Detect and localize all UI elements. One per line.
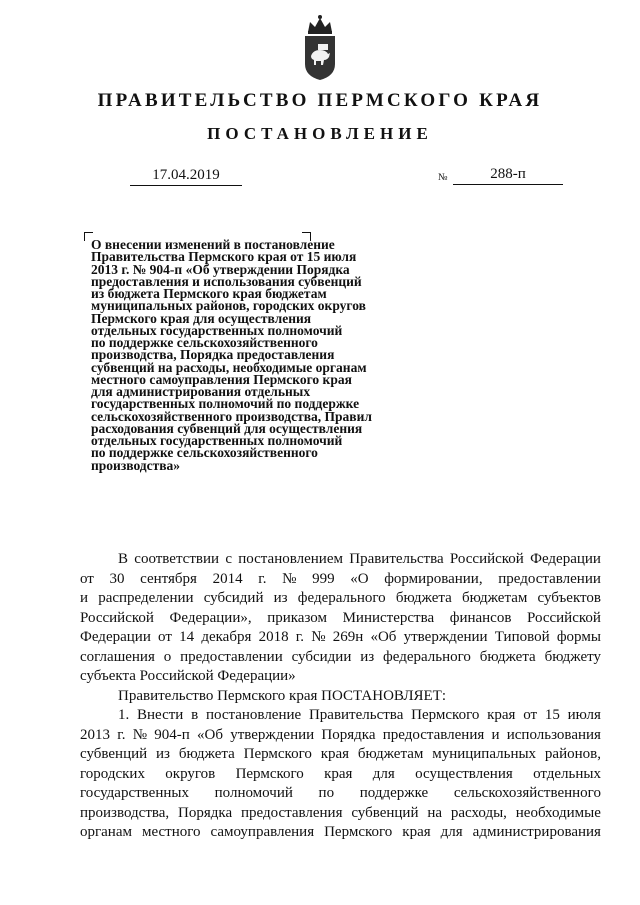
body-word: муниципальных: [432, 746, 537, 762]
subject-line: Пермского края для осуществления: [91, 310, 312, 326]
document-type: ПОСТАНОВЛЕНИЕ: [207, 124, 433, 143]
body-word: соответствии: [134, 551, 220, 567]
subject-line: производства, Порядка предоставления: [91, 347, 335, 363]
body-line: [80, 589, 601, 609]
body-word: расходы,: [450, 804, 507, 821]
body-word: от: [80, 570, 94, 587]
body-line: [80, 648, 601, 668]
body-line: [80, 706, 601, 726]
body-word: осуществления: [415, 765, 513, 782]
subject-line: местного самоуправления Пермского края: [91, 371, 352, 387]
body-word: с: [225, 551, 232, 567]
body-word: Типовой: [494, 629, 550, 645]
body-word: районов,: [544, 746, 601, 762]
body-line: [80, 745, 601, 765]
body-word: приказом: [267, 609, 328, 626]
government-title: ПРАВИТЕЛЬСТВО ПЕРМСКОГО КРАЯ: [97, 90, 543, 111]
body-word: Правительства: [349, 551, 444, 567]
body-word: бюджета: [479, 648, 536, 665]
body-word: Пермского: [235, 765, 304, 782]
body-word: Внести: [137, 707, 184, 723]
body-word: Пермского: [411, 707, 480, 723]
body-word: производства,: [80, 804, 170, 821]
body-line: [80, 628, 601, 648]
body-word: «Об: [370, 629, 397, 645]
body-word: федерального: [297, 590, 386, 606]
body-word: Порядка: [321, 726, 376, 743]
body-word: из: [156, 746, 170, 762]
body-word: бюджету: [544, 648, 601, 665]
body-word: предоставлении: [498, 570, 601, 587]
subject-line: по поддержке сельскохозяйственного: [91, 335, 318, 350]
body-word: 2014: [212, 570, 243, 587]
document-date: 17.04.2019: [130, 167, 242, 186]
body-word: г.: [295, 629, 304, 645]
body-word: округов: [165, 765, 216, 782]
subject-line: субвенций на расходы, необходимые органам: [91, 359, 367, 375]
body-word: субсидии: [291, 648, 352, 665]
body-word: утверждении: [230, 726, 315, 743]
body-word: администрирования: [472, 824, 601, 840]
subject-line: по поддержке сельскохозяйственного: [91, 445, 318, 461]
subject-line: производства»: [91, 457, 181, 473]
body-word: Правительства: [308, 707, 404, 723]
body-word: края: [324, 765, 353, 782]
body-word: сентября: [140, 570, 197, 587]
body-word: «О: [350, 570, 369, 587]
body-word: полномочий: [214, 785, 293, 801]
body-word: 904-п: [154, 726, 190, 743]
body-word: финансов: [449, 609, 512, 626]
body-word: г.: [258, 570, 267, 587]
body-word: местного: [141, 824, 201, 840]
body-word: Порядка: [178, 804, 233, 821]
body-word: органам: [80, 824, 132, 840]
body-word: городских: [80, 765, 145, 782]
body-word: субвенций: [80, 746, 148, 762]
body-word: и: [491, 726, 500, 743]
body-word: Федерации: [530, 551, 601, 567]
body-word: Федерации»,: [169, 609, 252, 626]
body-word: предоставлении: [180, 648, 283, 665]
body-word: из: [360, 648, 375, 665]
body-word: края: [320, 746, 350, 762]
body-word: 30: [109, 570, 125, 587]
subject-line: государственных полномочий по поддержке: [91, 396, 360, 412]
body-word: от: [158, 629, 172, 645]
body-line: [80, 784, 601, 804]
body-line: [80, 804, 601, 824]
body-word: отдельных: [533, 765, 601, 782]
document-subject: [91, 239, 372, 472]
body-word: «Об: [197, 726, 223, 743]
subject-line: расходования субвенций для осуществления: [91, 420, 363, 436]
body-word: 2018: [258, 629, 289, 645]
subject-line: сельскохозяйственного производства, Правил: [91, 408, 372, 424]
body-word: г.: [117, 726, 126, 743]
body-word: бюджета: [178, 746, 235, 762]
body-line: [80, 550, 601, 570]
body-word: №: [311, 629, 326, 645]
body-word: субсидий: [203, 590, 264, 606]
body-word: использования: [506, 726, 601, 743]
body-word: о: [163, 648, 172, 665]
body-word: №: [282, 570, 297, 587]
body-word: Пермского: [243, 746, 312, 762]
resolution-line: Правительство Пермского края ПОСТАНОВЛЯЕТ:: [118, 687, 447, 704]
body-word: от: [523, 707, 538, 723]
body-word: формы: [556, 629, 601, 645]
body-word: постановление: [205, 707, 302, 723]
body-line: субъекта Российской Федерации»: [80, 668, 296, 684]
document-body: [80, 550, 601, 843]
subject-line: 2013 г. № 904-п «Об утверждении Порядка: [91, 261, 350, 277]
body-word: Российской: [80, 609, 154, 626]
body-word: Российской: [527, 609, 601, 626]
body-word: края: [487, 707, 516, 723]
body-word: 1.: [118, 707, 130, 723]
body-word: на: [427, 804, 443, 821]
body-word: В: [118, 551, 129, 567]
body-line: [80, 823, 601, 843]
body-word: федерального: [383, 648, 471, 665]
body-word: края: [402, 824, 431, 840]
body-word: предоставления: [382, 726, 485, 743]
number-sign: №: [438, 172, 448, 183]
body-word: для: [440, 824, 463, 840]
body-word: Российской: [449, 551, 524, 567]
body-word: утверждении: [403, 629, 488, 645]
body-line: [80, 765, 601, 785]
body-word: поддержке: [359, 785, 429, 801]
subject-line: О внесении изменений в постановление: [91, 237, 335, 252]
body-word: предоставления: [240, 804, 343, 821]
body-word: Министерства: [342, 609, 435, 626]
body-word: бюджетам: [461, 590, 528, 606]
body-word: июля: [567, 707, 601, 723]
perm-krai-coat-of-arms-icon: [300, 12, 340, 82]
body-word: Федерации: [80, 629, 151, 645]
body-word: сельскохозяйственного: [453, 785, 601, 801]
body-word: государственных: [80, 785, 189, 801]
body-line: [80, 570, 601, 590]
body-word: формировании,: [384, 570, 483, 587]
body-word: по: [318, 785, 335, 801]
body-word: 2013: [80, 726, 110, 743]
body-word: из: [273, 590, 288, 606]
body-word: постановлением: [238, 551, 343, 567]
body-word: Пермского: [324, 824, 393, 840]
document-number: 288-п: [453, 166, 563, 185]
body-line: [80, 726, 601, 746]
body-word: декабря: [201, 629, 252, 645]
body-word: распределении: [98, 590, 194, 606]
body-word: в: [191, 707, 199, 723]
subject-line: муниципальных районов, городских округов: [91, 298, 366, 314]
body-word: субвенций: [351, 804, 419, 821]
body-word: соглашения: [80, 648, 155, 665]
body-word: 269н: [332, 629, 364, 645]
body-word: 14: [179, 629, 195, 645]
body-word: 999: [312, 570, 335, 587]
subject-line: для администрирования отдельных: [91, 384, 311, 399]
subject-line: из бюджета Пермского края бюджетам: [91, 286, 327, 301]
body-word: бюджетам: [357, 746, 424, 762]
body-line: [80, 609, 601, 629]
body-word: №: [132, 726, 147, 743]
body-word: 15: [544, 707, 560, 723]
subject-line: Правительства Пермского края от 15 июля: [91, 249, 357, 265]
body-word: бюджета: [395, 590, 452, 606]
body-word: и: [80, 590, 89, 606]
subject-line: предоставления и использования субвенций: [91, 273, 362, 289]
subject-line: отдельных государственных полномочий: [91, 433, 343, 448]
body-word: субъектов: [537, 590, 601, 606]
body-word: для: [372, 765, 395, 782]
body-word: необходимые: [515, 804, 601, 821]
body-word: самоуправления: [210, 824, 315, 840]
subject-line: отдельных государственных полномочий: [91, 322, 343, 338]
